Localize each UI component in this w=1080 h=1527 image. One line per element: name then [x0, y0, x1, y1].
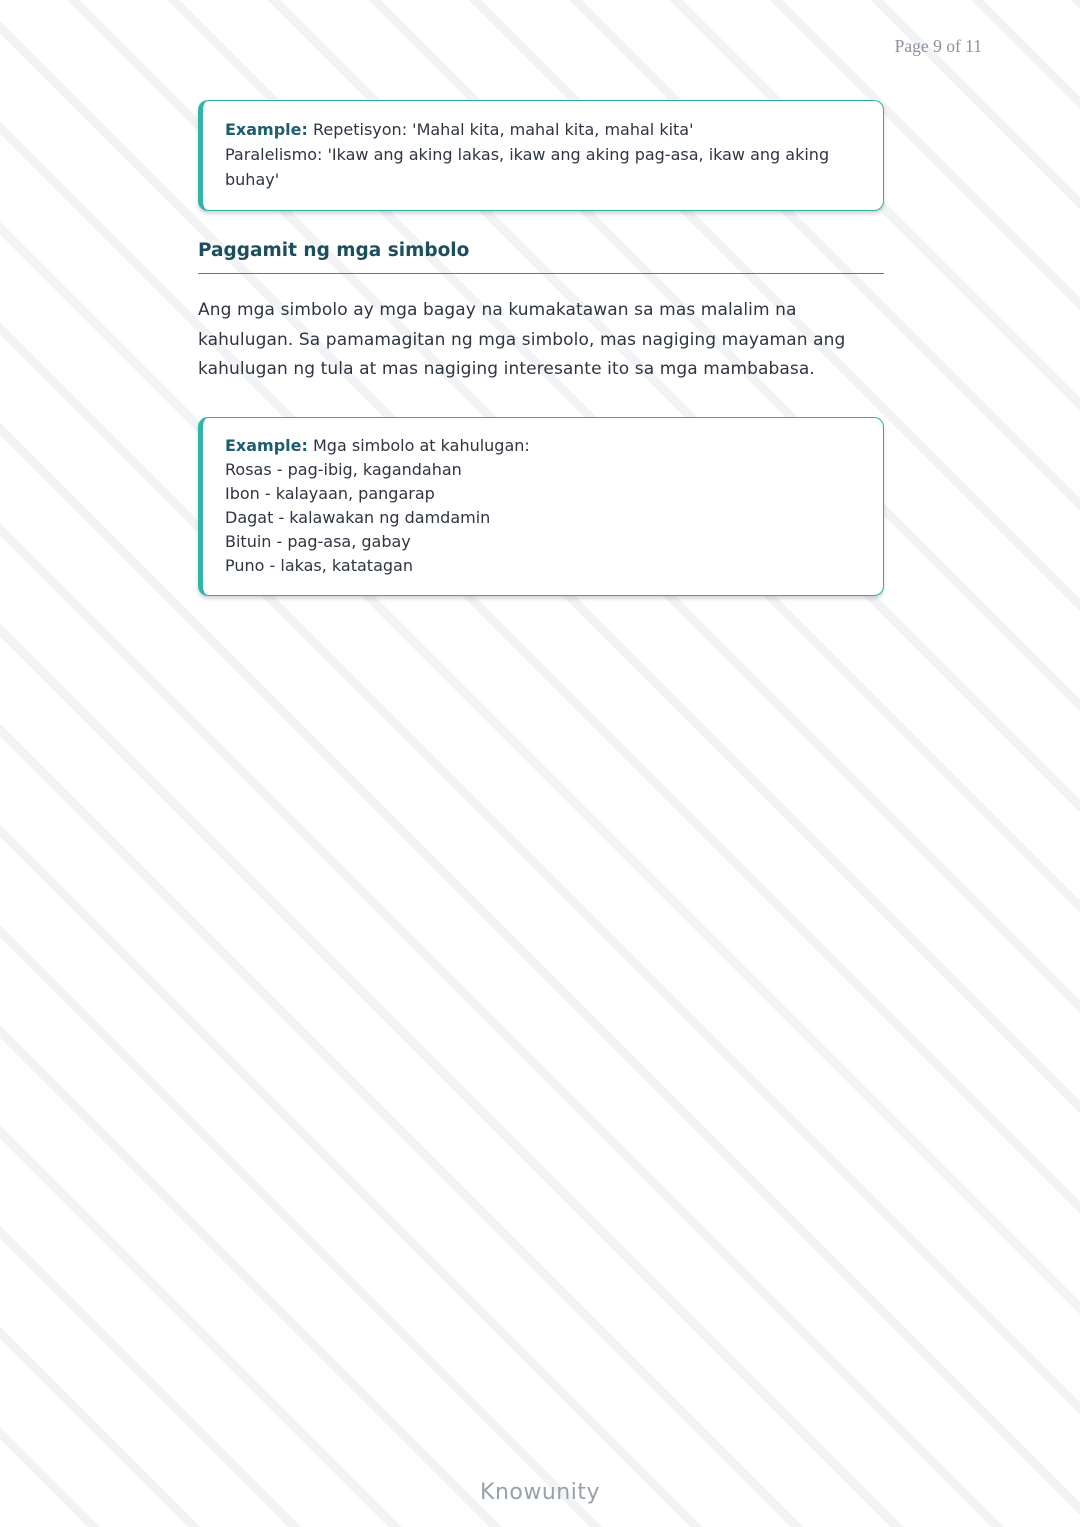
- section-heading: Paggamit ng mga simbolo: [198, 238, 884, 274]
- symbol-item-bituin: Bituin - pag-asa, gabay: [225, 531, 411, 551]
- symbol-item-puno: Puno - lakas, katatagan: [225, 555, 413, 575]
- symbol-item-dagat: Dagat - kalawakan ng damdamin: [225, 507, 491, 527]
- section-paragraph: Ang mga simbolo ay mga bagay na kumakatawan sa mas malalim na kahulugan. Sa pamamagitan ng mga simbolo, mas nagiging mayaman ang kahulugan ng tula at mas nagiging interesante ito sa mga mambabasa.: [198, 300, 846, 379]
- symbol-item-rosas: Rosas - pag-ibig, kagandahan: [225, 459, 462, 479]
- symbol-item-ibon: Ibon - kalayaan, pangarap: [225, 483, 435, 503]
- symbols-intro-line: [225, 434, 859, 458]
- content-column: [198, 100, 884, 596]
- example-box-symbols-wrapper: [198, 417, 884, 596]
- example-box-repetition: [198, 100, 884, 211]
- footer-brand: Knowunity: [480, 1480, 600, 1505]
- example-label: Example:: [225, 120, 308, 139]
- example-line-repetisyon: Repetisyon: 'Mahal kita, mahal kita, mahal kita': [313, 120, 694, 139]
- example-line-paralelismo: Paralelismo: 'Ikaw ang aking lakas, ikaw ang aking pag-asa, ikaw ang aking buhay': [225, 145, 830, 189]
- example-label: Example:: [225, 435, 308, 455]
- example-box-symbols: [198, 417, 884, 596]
- symbols-intro-text: Mga simbolo at kahulugan:: [313, 435, 530, 455]
- page-number: Page 9 of 11: [894, 36, 982, 56]
